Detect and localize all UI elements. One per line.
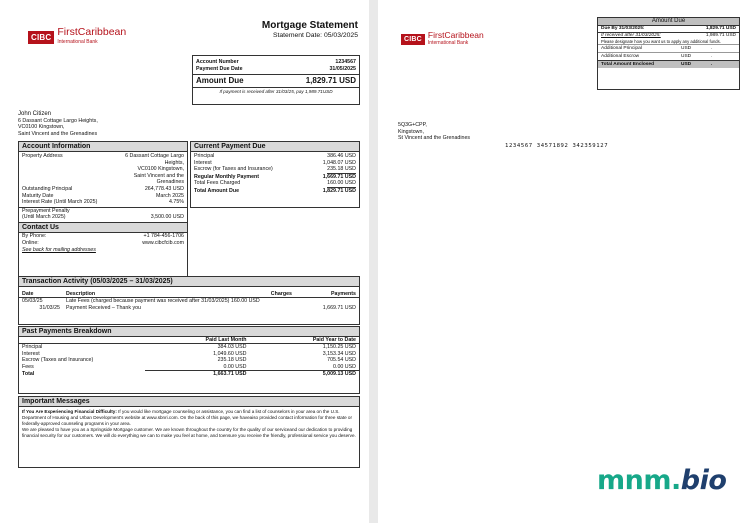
past-payments-table (19, 337, 359, 377)
payment-row (191, 160, 359, 167)
past-label: Escrow (Taxes and Insurance) (22, 357, 94, 364)
brand-subtitle: International Bank (427, 40, 469, 46)
account-number: 1234567 (335, 59, 356, 65)
past-label: Total (22, 370, 35, 377)
important-messages-header: Important Messages (19, 397, 359, 407)
tx-date: 31/03/25 (39, 304, 60, 311)
current-payment-panel (190, 141, 360, 208)
prepayment-penalty-row (19, 214, 187, 221)
col-paid-last-month: Paid Last Month (205, 337, 247, 343)
coupon-late-label: If received after 31/03/2025: (601, 33, 661, 38)
past-month: 384.03 USD (217, 344, 247, 351)
total-enclosed-input[interactable]: . (711, 62, 713, 68)
statement-header (248, 20, 358, 39)
customer-name: John Citizen (18, 111, 52, 117)
account-information-panel (18, 141, 188, 277)
phone-row (19, 233, 187, 240)
table-row (19, 371, 359, 378)
watermark-part-a: mnm. (597, 465, 681, 496)
coupon-title: Amount Due (598, 18, 739, 26)
info-label: Maturity Date (22, 192, 54, 199)
fees-row (191, 180, 359, 188)
statement-title: Mortgage Statement (261, 20, 358, 31)
col-paid-ytd: Paid Year to Date (312, 337, 356, 343)
phone-label: By Phone: (22, 232, 47, 239)
fees-label: Total Fees Charged (194, 180, 241, 187)
past-ytd: 705.54 USD (327, 357, 356, 364)
past-month: 1,049.60 USD (213, 350, 247, 357)
additional-principal-row[interactable] (598, 44, 739, 52)
customer-address (18, 111, 98, 137)
mailing-note (19, 247, 187, 254)
customer-address-line1: 6 Dassant Cottage Largo Heights, (18, 117, 98, 124)
payment-row (191, 153, 359, 160)
amount-due-label: Amount Due (196, 76, 244, 86)
payment-label: Escrow (for Taxes and Insurance) (194, 166, 273, 173)
total-enclosed-row[interactable] (598, 60, 739, 68)
property-line: Grenadines (156, 179, 184, 186)
property-line: Saint Vincent and the (133, 172, 184, 179)
tx-payment (295, 298, 359, 305)
message-text: If you would like mortgage counseling or assistance, you can find a list of counselors in your area on the U.S. Department of Housing and Urban Development's website at www.sbnri.com. On the back of this page, we haveaiso provided contact information for three state or federally-approved counseling programs in your area. (22, 409, 353, 426)
property-address-row (19, 153, 187, 186)
property-line: 6 Dassant Cottage Largo (125, 153, 184, 159)
past-ytd: 3,153.34 USD (322, 350, 356, 357)
cibc-logo-mark: CIBC (401, 34, 425, 45)
watermark-part-b: bio (680, 465, 727, 496)
message-heading: If You Are Experiencing Financial Difficulty: (22, 409, 117, 414)
regular-payment-row (191, 174, 359, 181)
statement-date-label: Statement Date: (272, 32, 323, 39)
additional-escrow-row[interactable] (598, 52, 739, 60)
total-due-label: Total Amount Due (194, 187, 240, 194)
due-date: 31/05/2025 (329, 65, 356, 72)
payment-value: 235.18 USD (327, 166, 356, 173)
past-month: 0.00 USD (223, 363, 247, 370)
bank-logo (28, 27, 126, 47)
property-line: Heights, (164, 159, 184, 166)
brand-name-text: FirstCaribbean (57, 26, 127, 38)
past-ytd: 0.00 USD (333, 363, 356, 370)
maturity-date-row (19, 193, 187, 200)
total-enclosed-currency: USD (681, 62, 692, 68)
amount-due-row (193, 75, 359, 87)
micr-line: 1234567 34571892 342359127 (505, 143, 609, 149)
statement-date-line (248, 32, 358, 39)
interest-rate-row (19, 199, 187, 206)
table-row (19, 364, 359, 371)
due-date-label: Payment Due Date (196, 65, 243, 72)
late-payment-note: If payment is received after 31/03/25, pay 1,989.71USD (219, 89, 333, 95)
regular-payment-label: Regular Monthly Payment (194, 173, 260, 180)
remit-line2: Kingstown, (398, 128, 424, 135)
tx-payment: 1,669.71 USD (322, 304, 356, 311)
account-number-row (193, 59, 359, 66)
mailing-note-text: See back for mailing addresses (22, 247, 96, 254)
transaction-table (19, 291, 359, 311)
past-payments-panel (18, 326, 360, 394)
col-charges: Charges (270, 291, 292, 297)
coupon-due: 1,829.71 USD (705, 26, 736, 31)
message-paragraph-1 (19, 407, 359, 427)
payment-label: Principal (194, 153, 215, 159)
remittance-address (398, 122, 470, 142)
prepayment-penalty-label-row (19, 208, 187, 215)
brand-name-text: FirstCaribbean (427, 30, 484, 40)
past-label: Interest (22, 350, 40, 357)
prepayment-penalty-label: Prepayment Penalty (22, 207, 70, 214)
summary-box (192, 55, 360, 105)
tx-charge (239, 305, 295, 311)
info-label: Interest Rate (Until March 2025) (22, 199, 98, 206)
coupon-row-currency: USD (681, 54, 692, 60)
table-row (19, 344, 359, 351)
coupon-row-label: Additional Escrow (601, 54, 640, 60)
coupon-row-label: Additional Principal (601, 46, 642, 52)
info-value: March 2025 (156, 192, 184, 199)
message-paragraph-2: We are pleased to have you as a Springside Mortgage customer. We are known throughout the country for the quality of our serviceand our dedication to providing financial security for our customers. We will do everything we can to make you feel at home, and toensure you receive the friendly, professional service you deserve. (22, 427, 356, 438)
fees-value: 160.00 USD (327, 180, 356, 187)
transaction-activity-panel (18, 276, 360, 325)
online-row (19, 240, 187, 247)
brand-name (428, 31, 484, 47)
past-month: 1,663.71 USD (145, 371, 249, 378)
total-enclosed-label: Total Amount Enclosed (601, 62, 655, 68)
payment-label: Interest (194, 159, 212, 166)
past-ytd: 1,150.25 USD (322, 344, 356, 351)
coupon-late: 1,989.71 USD (705, 33, 736, 38)
customer-address-line2: VC0100 Kingstown, (18, 124, 65, 130)
col-date: Date (22, 291, 34, 297)
regular-payment: 1,669.71 USD (322, 173, 356, 180)
current-payment-header: Current Payment Due (191, 142, 359, 152)
due-date-row (193, 66, 359, 73)
cibc-logo-mark: CIBC (28, 31, 54, 44)
payment-coupon (597, 17, 740, 90)
outstanding-principal-row (19, 186, 187, 193)
property-line: VC0100 Kingstown, (137, 166, 184, 173)
tx-description: Payment Received – Thank you (66, 304, 141, 311)
past-label: Principal (22, 344, 43, 351)
total-due: 1,829.71 USD (322, 187, 356, 194)
statement-page-front (0, 0, 369, 523)
payment-row (191, 166, 359, 174)
payment-value: 386.46 USD (327, 153, 356, 159)
table-row (19, 305, 359, 311)
bank-logo-back (401, 31, 484, 47)
info-value: 4.75% (168, 199, 184, 206)
tx-date: 05/03/25 (22, 298, 43, 305)
remit-line1: 5Q3G+CPP, (398, 122, 427, 128)
online-label: Online: (22, 239, 39, 246)
brand-subtitle: International Bank (57, 39, 98, 45)
brand-name (57, 27, 126, 47)
coupon-due-label: Due By 31/03/2025: (601, 26, 645, 31)
past-month: 235.18 USD (217, 357, 247, 364)
col-payments: Payments (330, 291, 356, 297)
col-description: Description (66, 291, 96, 297)
property-address-label: Property Address (22, 153, 63, 159)
statement-date: 05/03/2025 (323, 32, 358, 39)
important-messages-panel (18, 396, 360, 468)
tx-description: Late Fees (charged because payment was received after 31/03/2025) 160.00 USD (66, 298, 260, 305)
coupon-row-input[interactable]: . (711, 46, 713, 52)
past-label: Fees (22, 363, 34, 370)
coupon-designate-note: Please designate how you want us to apply any additional funds. (601, 39, 721, 44)
contact-us-header: Contact Us (19, 223, 187, 233)
table-row (19, 298, 359, 305)
phone-number[interactable]: +1 784-456-1706 (143, 232, 184, 239)
account-information-header: Account Information (19, 142, 187, 152)
remit-line3: St Vincent and the Grenadines (398, 135, 471, 141)
amount-due: 1,829.71 USD (305, 76, 356, 86)
website-link[interactable]: www.cibcfcib.com (142, 239, 184, 246)
past-payments-header: Past Payments Breakdown (19, 327, 359, 337)
prepayment-penalty: 3,500.00 USD (150, 214, 184, 221)
customer-address-line3: Saint Vincent and the Grenadines (18, 130, 98, 137)
info-value: 264,778.43 USD (144, 185, 184, 192)
total-due-row (191, 188, 359, 195)
coupon-row-currency: USD (681, 46, 692, 52)
mnm-bio-watermark (597, 465, 726, 496)
info-label: Outstanding Principal (22, 185, 73, 192)
coupon-row-input[interactable]: . (711, 54, 713, 60)
statement-page-back (378, 0, 748, 523)
prepayment-penalty-sub: (Until March 2025) (22, 214, 66, 221)
payment-value: 1,048.07 USD (322, 159, 356, 166)
transaction-activity-header: Transaction Activity (05/03/2025 – 31/03/2025) (19, 277, 359, 287)
account-number-label: Account Number (196, 59, 239, 65)
property-address (125, 153, 184, 186)
past-ytd: 5,009.13 USD (249, 371, 359, 378)
